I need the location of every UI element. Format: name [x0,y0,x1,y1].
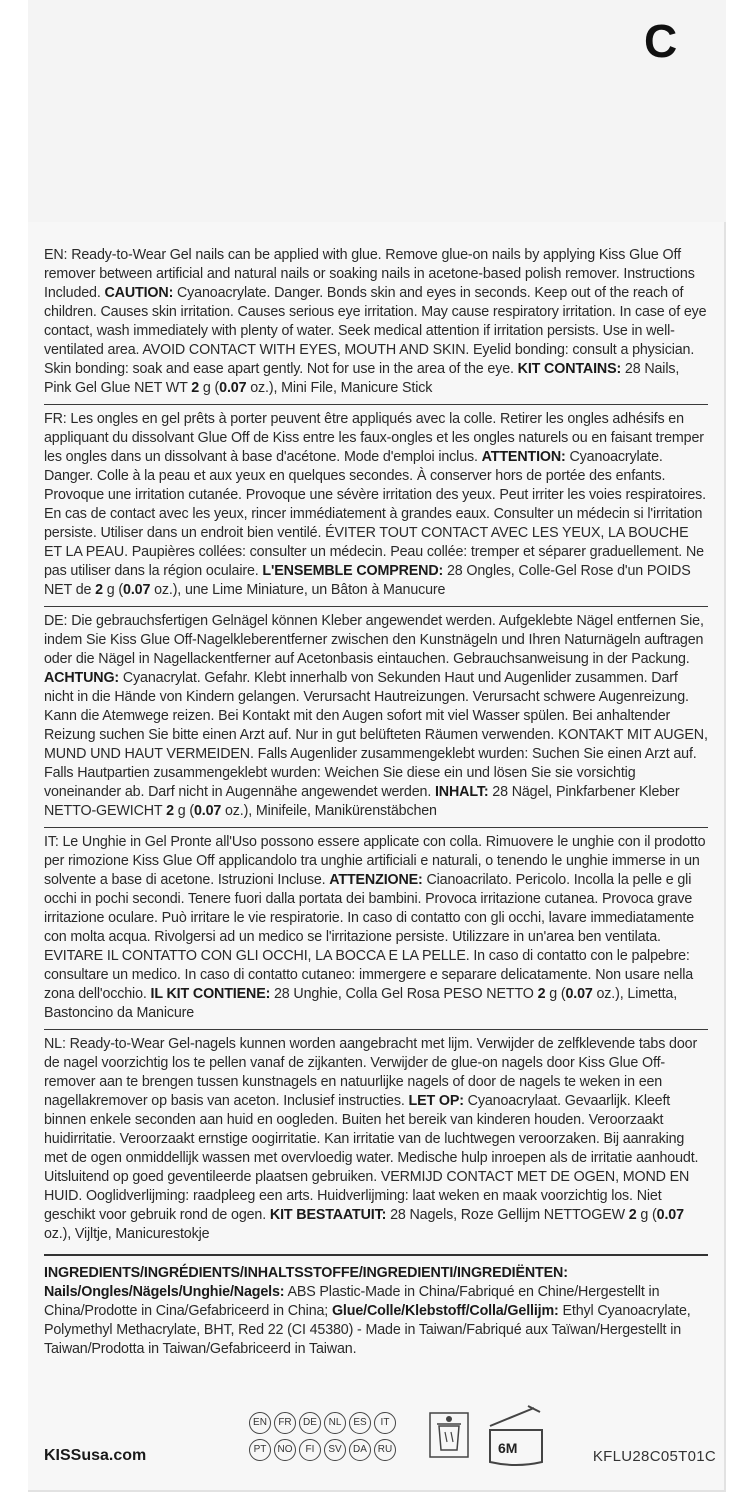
language-code-badge: NL [324,1412,346,1434]
text-run: IT: Le Unghie in Gel Pronte all'Uso possono essere applicate con colla. Rimuovere le unghie con il prodotto per rimozione Kiss Glue Off applicandolo tra unghie artificiali e naturali, o tenendo le unghie immerse in un solvente a base di acetone. Istruzioni Incluse. [44,834,706,888]
bold-text: 0.07 [656,1207,684,1223]
bold-text: 2 [628,1207,637,1223]
bold-text: 0.07 [123,582,151,598]
bold-text: 2 [95,582,103,598]
language-code-badge: NO [274,1439,296,1461]
section-de [44,612,708,827]
text-run: 28 Nails, Pink Gel Glue NET WT [44,361,680,396]
section-nl [44,1035,708,1250]
bold-text: 0.07 [219,380,247,396]
bold-text: KIT CONTAINS: [517,361,622,377]
divider [44,1029,708,1030]
section-fr [44,410,708,606]
open-jar-icon [484,1404,548,1468]
language-code-badge: SV [324,1439,346,1461]
hang-tab-area [28,0,726,222]
text-run: DE: Die gebrauchsfertigen Gelnägel können Kleber angewendet werden. Aufgeklebte Nägel entfernen Sie, indem Sie Kiss Glue Off-Nagelkleberentferner zwischen den Kunstnägeln und Ihren Naturnägeln auftragen oder die Nägel in Nagellackentferner auf Acetonbasis eintauchen. Gebrauchsanweisung in der Packung. [44,613,704,667]
section-en [44,246,708,404]
divider [44,404,708,405]
text-run: 28 Nägel, Pinkfarbener Kleber NETTO-GEWICHT [44,784,680,819]
bold-text: Nails/Ongles/Nägels/Unghie/Nagels: [44,1284,285,1300]
text-run: Cyanoacrylate. Danger. Colle à la peau et aux yeux en quelques secondes. À conserver hors de portée des enfants. Provoque une irritation cutanée. Provoque une sévère irritation des yeux. Peut irriter les voies respiratoires. En cas de contact avec les yeux, rincer immédiatement à grandes eaux. Consulter un médecin si l'irritation persiste. Utiliser dans un endroit bien ventilé. ÉVITER TOUT CONTACT AVEC LES YEUX, LA BOUCHE ET LA PEAU. Paupières collées: consulter un médecin. Peau collée: tremper et séparer graduellement. Ne pas utiliser dans la région oculaire. [44,449,707,579]
bold-text: 2 [166,803,174,819]
bold-text: Glue/Colle/Klebstoff/Colla/Gellijm: [331,1303,559,1319]
text-run: Ethyl Cyanoacrylate, Polymethyl Methacrylate, BHT, Red 22 (CI 45380) - Made in Taiwan/Fabriqué aux Taïwan/Hergestellt in Taiwan/Prodotta in Taiwan/Gefabriceerd in Taiwan. [44,1303,691,1357]
language-row-2 [249,1439,419,1461]
text-run: g ( [636,1207,657,1223]
language-code-badge: PT [249,1439,271,1461]
ingredients [44,1264,708,1365]
divider [44,606,708,607]
section-it [44,833,708,1029]
text-run: NL: Ready-to-Wear Gel-nagels kunnen worden aangebracht met lijm. Verwijder de zelfklevende tabs door de nagel voorzichtig los te pellen vanaf de zijkanten. Verwijder de glue-on nagels door Kiss Glue Off-remover aan te brengen tussen kunstnagels en natuurlijke nagels of door de nagels te weken in een nagellakremover op basis van aceton. Inclusief instructies. [44,1036,698,1109]
text-run: ABS Plastic-Made in China/Fabriqué en Chine/Hergestellt in China/Prodotte in Cina/Gefabriceerd in China; [44,1284,660,1319]
text-run: oz.), Mini File, Manicure Stick [246,380,433,396]
text-run: g ( [173,803,194,819]
text-run: oz.), Vijltje, Manicurestokje [44,1226,210,1242]
language-code-badge: IT [374,1412,396,1434]
text-run: oz.), une Lime Miniature, un Bâton à Manucure [150,582,446,598]
divider [44,827,708,828]
divider-thick [44,1254,708,1256]
text-run: Cyanoacrylaat. Gevaarlijk. Kleeft binnen enkele seconden aan huid en oogleden. Buiten het bereik van kinderen houden. Veroorzaakt huidirritatie. Veroorzaakt ernstige oogirritatie. Kan irritatie van de luchtwegen veroorzaken. Bij aanraking met de ogen onmiddellijk wassen met overvloedig water. Medische hulp inroepen als de irritatie aanhoudt. Uitsluitend op goed geventileerde plaatsen gebruiken. VERMIJD CONTACT MET DE OGEN, MOND EN HUID. Ooglidverlijming: raadpleeg een arts. Huidverlijming: laat weken en maak voorzichtig los. Niet geschikt voor gebruik rond de ogen. [44,1093,699,1223]
text-run: g ( [199,380,220,396]
text-run: 28 Unghie, Colla Gel Rosa PESO NETTO [270,986,538,1002]
bold-text: L'ENSEMBLE COMPREND: [262,563,444,579]
language-code-badge: DA [349,1439,371,1461]
tidyman-icon [429,1412,469,1458]
bold-text: LET OP: [408,1093,464,1109]
bold-text: INGREDIENTS/INGRÉDIENTS/INHALTSSTOFFE/INGREDIENTI/INGREDIËNTEN: [44,1265,568,1281]
bold-text: INHALT: [434,784,489,800]
website-link[interactable]: KISSusa.com [44,1447,147,1464]
footer [44,1400,720,1480]
bold-text: ACHTUNG: [44,670,120,686]
sku-code: KFLU28C05T01C [592,1448,716,1465]
text-run: 28 Nagels, Roze Gellijm NETTOGEW [386,1207,629,1223]
text-run: Cyanoacrylate. Danger. Bonds skin and eyes in seconds. Keep out of the reach of children. Causes skin irritation. Causes serious eye irritation. May cause respiratory irritation. In case of eye contact, wash immediately with plenty of water. Seek medical attention if irritation persists. Use in well-ventilated area. AVOID CONTACT WITH EYES, MOUTH AND SKIN. Eyelid bonding: consult a physician. Skin bonding: soak and ease apart gently. Not for use in the area of the eye. [44,285,707,377]
text-run: oz.), Limetta, Bastoncino da Manicure [44,986,678,1021]
language-codes [249,1412,419,1466]
text-run: 28 Ongles, Colle-Gel Rose d'un POIDS NET de [44,563,691,598]
language-code-badge: ES [349,1412,371,1434]
pao-label: 6M [498,1440,518,1456]
language-code-badge: RU [374,1439,396,1461]
bold-text: 0.07 [193,803,222,819]
bold-text: 2 [537,986,546,1002]
bold-text: CAUTION: [104,285,174,301]
text-run: g ( [102,582,124,598]
bold-text: KIT BESTAATUIT: [269,1207,387,1223]
language-code-badge: FR [274,1412,296,1434]
bold-text: IL KIT CONTIENE: [150,986,271,1002]
language-row-1 [249,1412,419,1434]
text-run: Cianoacrilato. Pericolo. Incolla la pelle e gli occhi in pochi secondi. Tenere fuori dalla portata dei bambini. Provoca irritazione cutanea. Provoca grave irritazione oculare. Può irritare le vie respiratorie. In caso di contatto con gli occhi, lavare immediatamente con molta acqua. Rivolgersi ad un medico se l'irritazione persiste. Utilizzare in un'area ben ventilata. EVITARE IL CONTATTO CON GLI OCCHI, LA BOCCA E LA PELLE. In caso di contatto con le palpebre: consultare un medico. In caso di contatto cutaneo: immergere e separare delicatamente. Non usare nella zona dell'occhio. [44,872,695,1002]
language-code-badge: EN [249,1412,271,1434]
text-run: FR: Les ongles en gel prêts à porter peuvent être appliqués avec la colle. Retirer les ongles adhésifs en appliquant du dissolvant Glue Off de Kiss entre les faux-ongles et les ongles naturels ou en faisant tremper les ongles dans un dissolvant à base d'acétone. Mode d'emploi inclus. [44,411,704,465]
language-code-badge: FI [299,1439,321,1461]
text-run: oz.), Minifeile, Manikürenstäbchen [221,803,437,819]
corner-letter: C [644,15,678,67]
language-code-badge: DE [299,1412,321,1434]
bold-text: 2 [191,380,200,396]
bold-text: ATTENTION: [481,449,566,465]
label-text [44,246,708,1365]
text-run: EN: Ready-to-Wear Gel nails can be applied with glue. Remove glue-on nails by applying Kiss Glue Off remover between artificial and natural nails or soaking nails in acetone-based polish remover. Instructions Included. [44,247,695,301]
bold-text: ATTENZIONE: [329,872,423,888]
bold-text: 0.07 [565,986,593,1002]
text-run: Cyanacrylat. Gefahr. Klebt innerhalb von Sekunden Haut und Augenlider zusammen. Darf nicht in die Hände von Kindern gelangen. Verursacht Hautreizungen. Verursacht schwere Augenreizung. Kann die Atemwege reizen. Bei Kontakt mit den Augen sofort mit viel Wasser spülen. Bei anhaltender Reizung suchen Sie bitte einen Arzt auf. Nur in gut belüfteten Räumen verwenden. KONTAKT MIT AUGEN, MUND UND HAUT VERMEIDEN. Falls Augenlider zusammengeklebt wurden: Suchen Sie einen Arzt auf. Falls Hautpartien zusammengeklebt wurden: Weichen Sie diese ein und lösen Sie sie vorsichtig voneinander ab. Darf nicht in Augennähe angewendet werden. [44,670,708,800]
text-run: g ( [545,986,566,1002]
